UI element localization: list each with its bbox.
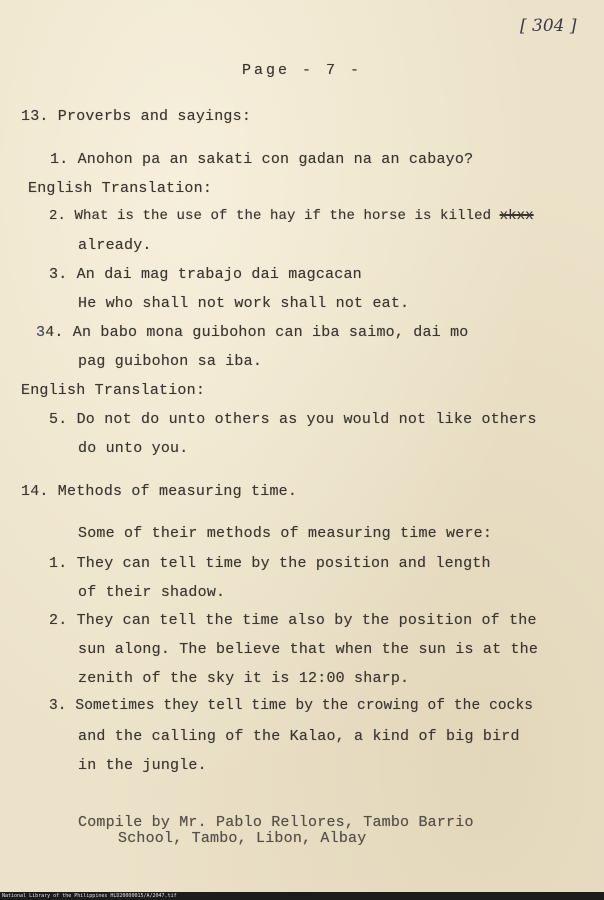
method-1-line-2: of their shadow. (78, 584, 226, 601)
scan-footer-label: National Library of the Philippines HLD20000015/A/2047.tif (2, 893, 177, 899)
proverb-4-text: 4. An babo mona guibohon can iba saimo, dai mo (45, 324, 469, 341)
compiler-line-2: School, Tambo, Libon, Albay (118, 830, 367, 847)
proverb-3-line-1: 3. An dai mag trabajo dai magcacan (49, 266, 362, 283)
proverb-1: 1. Anohon pa an sakati con gadan na an cabayo? (50, 151, 474, 168)
proverb-3-line-2: He who shall not work shall not eat. (78, 295, 410, 312)
english-translation-label-1: English Translation: (28, 180, 213, 197)
section-14-heading: 14. Methods of measuring time. (21, 483, 298, 500)
proverb-2-text: 2. What is the use of the hay if the horse is killed (49, 208, 492, 224)
method-3-line-2: and the calling of the Kalao, a kind of big bird (78, 728, 520, 745)
method-2-line-2: sun along. The believe that when the sun is at the (78, 641, 539, 658)
page-title: Page - 7 - (241, 62, 362, 79)
english-translation-label-2: English Translation: (21, 382, 206, 399)
proverb-4-line-1 (36, 324, 468, 341)
method-3-line-1: 3. Sometimes they tell time by the crowing of the cocks (49, 698, 534, 714)
proverb-5-line-1: 5. Do not do unto others as you would not like others (49, 411, 537, 428)
method-3-line-3: in the jungle. (78, 757, 207, 774)
proverb-2-line-2: already. (78, 237, 152, 254)
section-13-heading: 13. Proverbs and sayings: (21, 108, 252, 125)
archive-reference-number: [ 304 ] (520, 16, 577, 36)
method-1-line-1: 1. They can tell time by the position and length (49, 555, 491, 572)
proverb-2-line-1 (49, 208, 534, 224)
compiler-line-1: Compile by Mr. Pablo Rellores, Tambo Barrio (78, 814, 474, 831)
method-2-line-3: zenith of the sky it is 12:00 sharp. (78, 670, 410, 687)
handwritten-correction: 3 (36, 324, 46, 341)
methods-intro: Some of their methods of measuring time were: (78, 525, 493, 542)
crossed-out-text: xkxx (499, 208, 534, 224)
proverb-5-line-2: do unto you. (78, 440, 189, 457)
proverb-4-line-2: pag guibohon sa iba. (78, 353, 263, 370)
method-2-line-1: 2. They can tell the time also by the position of the (49, 612, 537, 629)
